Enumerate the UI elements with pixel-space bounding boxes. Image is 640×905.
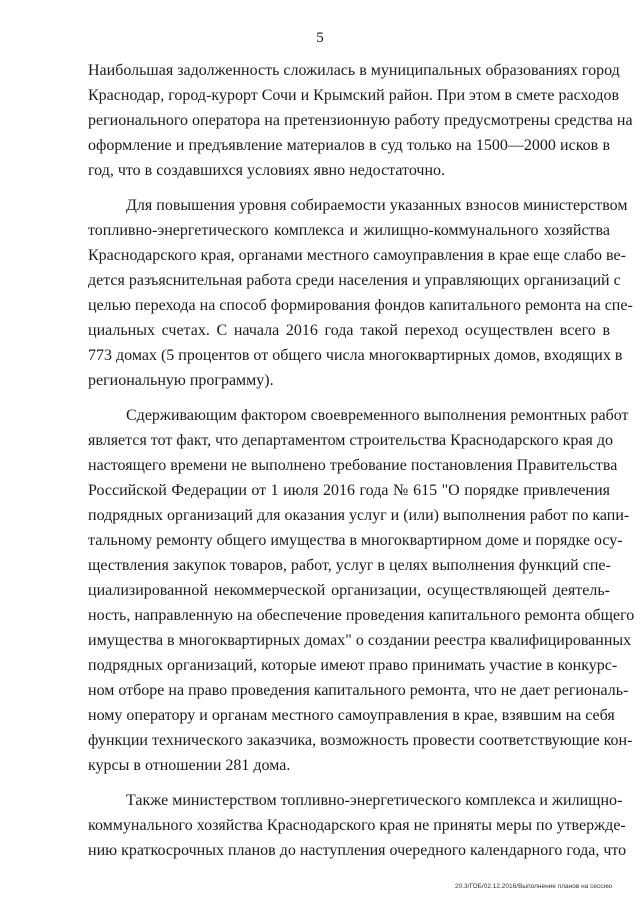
paragraph-gap — [88, 778, 610, 788]
text-line: Краснодар, город-курорт Сочи и Крымский район. При этом в смете расходов — [88, 87, 620, 104]
text-line: циализированной некоммерческой организации, осуществляющей деятель- — [88, 582, 610, 599]
paragraph — [88, 788, 627, 863]
text-line: функции технического заказчика, возможность провести соответствующие кон- — [88, 732, 633, 749]
text-line: ному оператору и органам местного самоуправления в крае, взявшим на себя — [88, 707, 615, 724]
text-line: курсы в отношении 281 дома. — [88, 757, 291, 774]
text-line: Сдерживающим фактором своевременного выполнения ремонтных работ — [126, 407, 629, 424]
text-line: циальных счетах. С начала 2016 года такой переход осуществлен всего в — [88, 322, 610, 339]
text-line: Краснодарского края, органами местного самоуправления в крае еще слабо ве- — [88, 247, 626, 264]
text-line: имущества в многоквартирных домах" о создании реестра квалифицированных — [88, 632, 632, 649]
text-line: регионального оператора на претензионную работу предусмотрены средства на — [88, 112, 633, 129]
text-line: является тот факт, что департаментом строительства Краснодарского края до — [88, 432, 613, 449]
paragraph — [88, 193, 633, 393]
text-line: ществления закупок товаров, работ, услуг в целях выполнения функций спе- — [88, 557, 611, 574]
text-line: 773 домах (5 процентов от общего числа многоквартирных домов, входящих в — [88, 347, 623, 364]
text-line: подрядных организаций для оказания услуг и (или) выполнения работ по капи- — [88, 507, 630, 524]
text-line: оформление и предъявление материалов в суд только на 1500—2000 исков в — [88, 137, 610, 154]
text-line: настоящего времени не выполнено требование постановления Правительства — [88, 457, 618, 474]
text-line: Для повышения уровня собираемости указанных взносов министерством — [126, 197, 628, 214]
text-line: Также министерством топливно-энергетического комплекса и жилищно- — [126, 792, 623, 809]
paragraph-gap — [88, 183, 610, 193]
text-line: нию краткосрочных планов до наступления очередного календарного года, что — [88, 842, 627, 859]
paragraph — [88, 58, 633, 183]
footer-file-reference: 20.3/ГОБ/02.12.2016/Выполнение планов на сессию — [455, 883, 612, 890]
text-line: дется разъяснительная работа среди населения и управляющих организаций с — [88, 272, 621, 289]
text-line: целью перехода на способ формирования фондов капитального ремонта на спе- — [88, 297, 633, 314]
text-line: тальному ремонту общего имущества в многоквартирном доме и порядке осу- — [88, 532, 623, 549]
text-line: Российской Федерации от 1 июля 2016 года № 615 "О порядке привлечения — [88, 482, 610, 499]
paragraph — [88, 403, 635, 778]
text-line: год, что в создавшихся условиях явно недостаточно. — [88, 162, 446, 179]
text-line: ность, направленную на обеспечение проведения капитального ремонта общего — [88, 607, 635, 624]
text-line: коммунального хозяйства Краснодарского края не приняты меры по утвержде- — [88, 817, 626, 834]
page-number: 5 — [316, 30, 324, 46]
text-line: ном отборе на право проведения капитального ремонта, что не дает региональ- — [88, 682, 629, 699]
text-line: топливно-энергетического комплекса и жилищно-коммунального хозяйства — [88, 222, 610, 239]
text-line: подрядных организаций, которые имеют право принимать участие в конкурс- — [88, 657, 618, 674]
text-line: Наибольшая задолженность сложилась в муниципальных образованиях город — [88, 62, 620, 79]
text-line: региональную программу). — [88, 372, 274, 389]
paragraph-gap — [88, 393, 610, 403]
body-text — [88, 58, 635, 863]
